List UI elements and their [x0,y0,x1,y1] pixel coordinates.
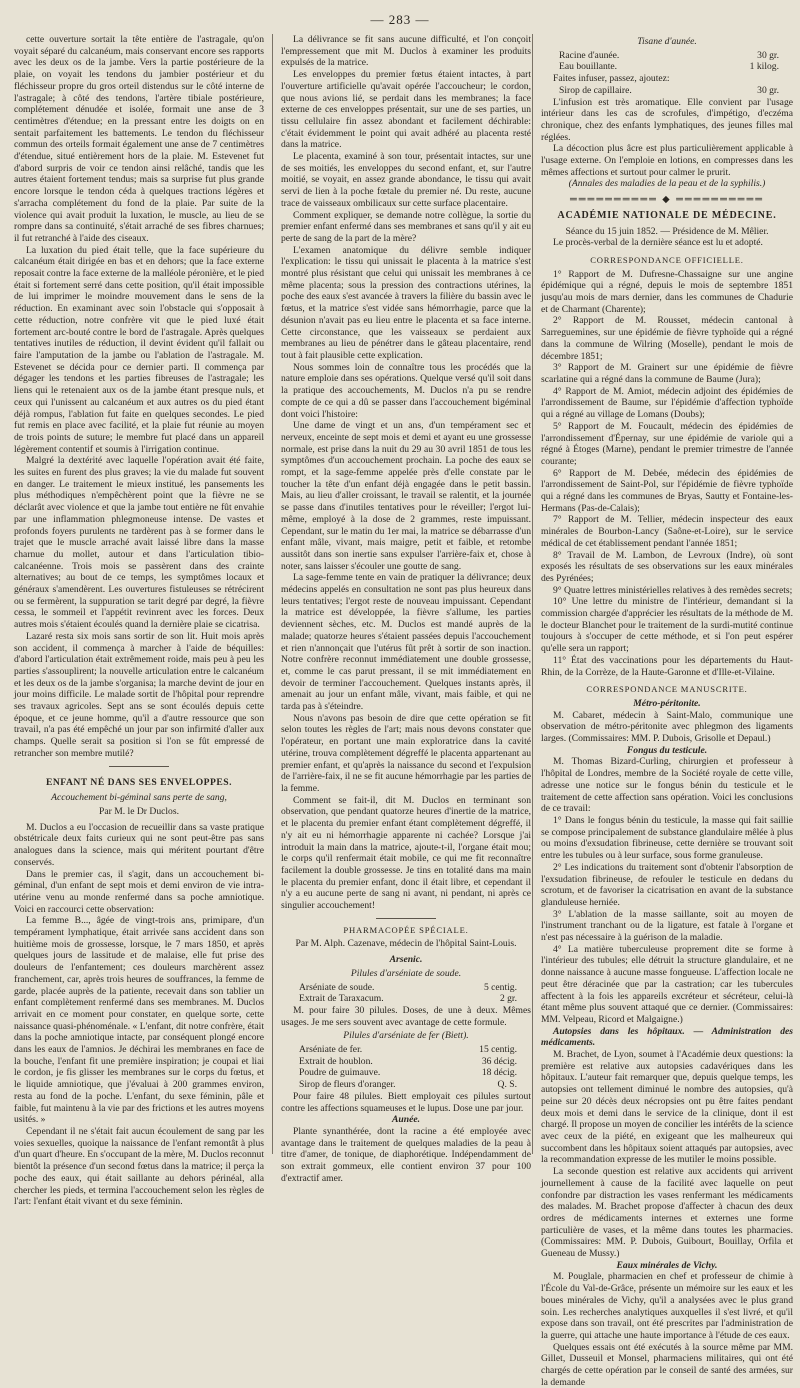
ingredient-qty: 2 gr. [499,993,517,1005]
divider [109,766,169,767]
article-author: Par M. le Dr Duclos. [99,806,179,817]
paragraph: M. Cabaret, médecin à Saint-Malo, communique une observation de métro-péritonite avec phlegmon des ligaments larges. (Commissaires: MM. P. Dubois, Grisolle et Depaul.) [541,709,793,745]
list-item: 10° Une lettre du ministre de l'intérieur, demandant si la commission chargée d'apprécier les résultats de la méthode de M. le docteur Blanchet pour le traitement de la surdi-mutité continue toujours à s'occuper de cette méthode, et si l'on peut espérer qu'elle sera un rapport; [541,596,793,655]
paragraph: Comment expliquer, se demande notre collègue, la sortie du premier enfant enfermé dans ses membranes et sans qu'il y ait eu perte de sang de la part de la mère? [281,209,531,244]
paragraph: Pour faire 48 pilules. Biett employait ces pilules surtout contre les affections squameuses et le lupus. Dose une par jour. [281,1090,531,1114]
paragraph: Nous n'avons pas besoin de dire que cette opération se fit selon toutes les règles de l'art; mais nous devons constater que l'opérateur, en portant une main exploratrice dans la cavité utérine, trouva complètement dégreffé le placenta appartenant au premier enfant, et qu'après la naissance du second et l'expulsion de l'arrière-faix, il ne se fit aucune hémorrhagie par les parties de la femme. [281,712,531,794]
topic-title: Métro-péritonite. [633,697,701,709]
paragraph: Dans le premier cas, il s'agit, dans un accouchement bi-géminal, d'un enfant de sept mois et demi environ de vie intra-utérine venu au monde renfermé dans sa poche amniotique. Voici en raccourci cette observation: [14,868,264,915]
paragraph: La seconde question est relative aux accidents qui arrivent journellement à cause de la facilité avec laquelle on peut confondre par distraction les vases renfermant les médicaments des malades. M. Brachet propose d'affecter à chacun des deux ordres de médicaments internes et externes une forme particulière de vases, et la même dans toutes les pharmacies. (Commissaires: MM. P. Dubois, Guibourt, Bouillay, Orfila et Gueneau de Mussy.) [541,1166,793,1260]
paragraph: 1° Dans le fongus bénin du testicule, la masse qui fait saillie se compose principalement de substance glandulaire mêlée à plus ou moins d'exsudation fibrineuse, cette dernière se trouvant soit entre les tubules ou à leur surface, sous forme granuleuse. [541,815,793,862]
ingredient-qty: Q. S. [497,1079,517,1091]
paragraph: Quelques essais ont été exécutés à la source même par MM. Gillet, Dusseuil et Monsel, pharmaciens militaires, qui ont été chargés de cette opération par le conseil de santé des armées, sur la demande [541,1341,793,1388]
list-item: 9° Quatre lettres ministérielles relatives à des remèdes secrets; [553,584,793,596]
paragraph: La sage-femme tente en vain de pratiquer la délivrance; deux médecins appelés en consultation ne sont pas plus heureux dans leurs tentatives; l'ergot reste de nouveau impuissant. Cependant la matrice est développée, la fièvre s'allume, les parties deviennent sèches, etc. M. Duclos est mandé auprès de la malade; quatorze heures s'étaient passées depuis l'accouchement et rien n'annonçait que l'utérus fût prêt à sortir de son inaction. Notre confrère reconnut immédiatement une double grossesse, et, comme le cas parut pressant, il se mit immédiatement en devoir de terminer l'accouchement. Quelques instants après, il amenait au jour un enfant mâle, vivant, mais faible, et qui ne tarda pas à s'éteindre. [281,572,531,713]
section-author: Par M. Alph. Cazenave, médecin de l'hôpital Saint-Louis. [295,938,517,950]
list-item: 3° Rapport de M. Grainert sur une épidémie de fièvre scarlatine qui a régné dans la commune de Baume (Jura); [541,362,793,385]
source-citation: (Annales des maladies de la peau et de la syphilis.) [568,178,766,190]
column-rule [272,34,273,1154]
paragraph: Les enveloppes du premier fœtus étaient intactes, à part l'ouverture artificielle qu'avait opérée l'accoucheur; le cordon, que nous avions lié, se perdait dans les membranes; la face externe de ces enveloppes présentait, sur une de ses parties, un tissu cellulaire fin assez abondant et facilement déchirable: c'était évidemment le point qui avait adhéré au placenta resté dans la matrice. [281,69,531,151]
recipe-line [541,50,793,62]
paragraph: Plante synanthérée, dont la racine a été employée avec avantage dans le traitement de quelques maladies de la peau à titre d'amer, de tonique, de diaphorétique. Indépendamment de son extrait gommeux, elle contient environ 37 pour 100 d'extractif amer. [281,1125,531,1184]
session-line: Séance du 15 juin 1852. — Présidence de M. Mêlier. [565,225,769,237]
ingredient-name: Extrait de Taraxacum. [299,993,384,1005]
ingredient-name: Poudre de guimauve. [299,1067,381,1079]
paragraph: Comment se fait-il, dit M. Duclos en terminant son observation, que pendant quatorze heures d'inertie de la matrice, et le placenta du premier enfant étant complètement dégreffé, il n'y ait eu ni hémorrhagie apparente ni cachée? Lorsque j'ai introduit la main dans la matrice, ajoute-t-il, l'organe était mou; le corps qu'il renfermait était mobile, ce qui me fit reconnaître facilement la double grossesse. Je tins en totalité dans ma main le placenta du premier enfant, donc il était libre, et cependant il n'y a eu aucune perte de sang ni avant, ni pendant, ni après ce singulier accouchement! [281,794,531,912]
recipe-title: Tisane d'aunée. [637,36,697,47]
paragraph: M. Brachet, de Lyon, soumet à l'Académie deux questions: la première est relative aux autopsies cadavériques dans les hôpitaux. L'auteur fait remarquer que, depuis quelque temps, les autopsies ont tellement diminué le nombre des autopsies, qu'à peine sur 20 décès deux nécropsies ont pu être faites pendant deux mois et demi dans le service de la clinique, dont il est chargé. Il propose un moyen de concilier les intérêts de la science avec ceux de la piété, en exigeant que les malheureux qui succombent dans les hôpitaux soient attaqués par autopsies, avec la recommandation expresse de les mutiler le moins possible. [541,1049,793,1166]
paragraph: Lazaré resta six mois sans sortir de son lit. Huit mois après son accident, il commença à marcher à l'aide de béquilles: d'abord l'articulation était extrêmement roide, mais peu à peu les parties s'assouplirent; la nouvelle articulation entre le calcanéum et les deux os de la jambe s'organisa; la marche devint de jour en jour moins difficile. Le malade sortit de l'hôpital pour reprendre ses travaux agricoles. Sept ans se sont écoulés depuis cette époque, et ce jeune homme, qu'il a d'autre ressource que son travail, n'a pas été empêché un jour par son infirmité d'aller aux champs. Quelle serait sa position si l'on se fût empressé de retrancher son membre mutilé? [14,630,264,759]
list-item: 8° Travail de M. Lambon, de Levroux (Indre), où sont exposés les résultats de ses observations sur les eaux minérales des Pyrénées; [541,549,793,584]
list-item: 7° Rapport de M. Tellier, médecin inspecteur des eaux minérales de Bourbon-Lancy (Saône-et-Loire), sur le service médical de cet établissement pendant l'année 1851; [541,514,793,549]
ingredient-qty: 36 décig. [481,1055,517,1067]
recipe-line [281,982,531,994]
paragraph: Le placenta, examiné à son tour, présentait intactes, sur une de ses moitiés, les enveloppes du second enfant, et, sur l'autre moitié, se voyait, en assez grande abondance, le tissu qui avait servi de lien à la poche fœtale du premier né. Du reste, aucune trace de vaisseaux ombilicaux sur cette surface placentaire. [281,151,531,209]
ingredient-qty: 30 gr. [757,49,779,61]
paragraph: Une dame de vingt et un ans, d'un tempérament sec et nerveux, enceinte de sept mois et demi et ayant eu une grossesse normale, est prise dans la nuit du 29 au 30 avril 1851 de tous les symptômes d'un accouchement prochain. La poche des eaux se rompt, et la sage-femme appelée près d'elle constate par le toucher la tête d'un enfant déjà engagée dans le petit bassin. Mais, au lieu d'aller croissant, le travail se ralentit, et la journée se passe dans d'inutiles tentatives pour le réveiller; l'ergot lui-même, employé à la dose de 2 grammes, reste impuissant. Cependant, sur le matin du 1er mai, la matrice se débarrasse d'un enfant mâle, vivant, mais maigre, petit et faible, et retombe aussitôt dans son inertie sans expulser l'arrière-faix et, chose à noter, sans laisser s'écouler une goutte de sang. [281,420,531,572]
paragraph: La délivrance se fit sans aucune difficulté, et l'on conçoit l'empressement que mit M. Duclos à examiner les produits expulsés de la matrice. [281,34,531,69]
paragraph: 4° La matière tuberculeuse proprement dite se forme à l'intérieur des tubules; elle détruit la structure glandulaire, et ne donne naissance à aucune masse fongueuse. L'affection locale ne peut être déracinée que par la castration; car les tubercules affectent à la fois les appareils excréteur et sécréteur, celui-là étant même plus souvent attaqué que ce dernier. (Commissaires: MM. Velpeau, Ricord et Malgaigne.) [541,943,793,1025]
paragraph: M. Pouglale, pharmacien en chef et professeur de chimie à l'École du Val-de-Grâce, présente un mémoire sur les eaux et les boues minérales de Vichy, qu'il a analysées avec le plus grand soin. Les recherches analytiques auxquelles il s'est livré, et qu'il expose dans son travail, ont été prescrites par l'administration de la guerre, qui attache une haute importance à l'étude de ces eaux. [541,1271,793,1341]
column-right [541,34,793,1388]
ingredient-qty: 18 décig. [481,1067,517,1079]
list-item: 1° Rapport de M. Dufresne-Chassaigne sur une angine épidémique qui a régné, depuis le mois de septembre 1851 jusqu'au mois de mars dernier, dans les communes de Chadurie et de Charmant (Charente); [541,268,793,315]
page-number: — 283 — [370,12,430,27]
recipe-title: Pilules d'arséniate de soude. [350,967,462,979]
paragraph: 3° L'ablation de la masse saillante, soit au moyen de l'instrument tranchant ou de la ligature, est fatale à l'organe et n'est pas nécessaire à la guérison de la maladie. [541,908,793,944]
column-middle [281,34,531,1184]
paragraph: Cependant il ne s'était fait aucun écoulement de sang par les voies sexuelles, quoique la naissance de l'enfant remontât à plus d'un quart d'heure. En s'occupant de la mère, M. Duclos reconnut bientôt la présence d'un second fœtus dans la matrice; il perça la poche des eaux, qui était saillante au dehors périnéal, alla chercher les pieds, et termina l'accouchement selon les règles de l'art: l'enfant était vivant et du sexe féminin. [14,1125,265,1208]
subsection-title: Aunée. [392,1114,420,1126]
ingredient-name: Arséniate de fer. [299,1044,363,1056]
paragraph: L'examen anatomique du délivre semble indiquer l'explication: le tissu qui unissait le placenta à la matrice s'est montré plus résistant que celui qui unissait les membranes à ce même placenta; sous la pression des contractions utérines, la poche des eaux s'est avancée à travers la filière du bassin avec le fœtus, et la matrice s'est vidée sans hémorrhagie, parce que la désunion n'avait pas eu lieu entre le placenta et sa face interne. Cette circonstance, que les vaisseaux se perdaient aux membranes au lieu de pénétrer dans le gâteau placentaire, rend tout à fait plausible cette explication. [281,244,531,361]
recipe-line [541,61,793,73]
paragraph: M. pour faire 30 pilules. Doses, de une à deux. Mêmes usages. Je me sers souvent avec avantage de cette formule. [281,1004,531,1028]
recipe-title: Pilules d'arséniate de fer (Biett). [343,1030,469,1042]
paragraph: La décoction plus âcre est plus particulièrement applicable à l'usage externe. On l'emploie en lotions, en compresses dans les mêmes affections et surtout pour calmer le prurit. [541,143,793,178]
recipe-line [281,1067,531,1079]
list-item: 6° Rapport de M. Debée, médecin des épidémies de l'arrondissement de Saint-Pol, sur l'épidémie de fièvre typhoïde qui a régné dans les communes de Bryas, Sautty et Fontaine-les-Hermans (Pas-de-Calais); [541,467,793,514]
recipe-line [281,1044,531,1056]
ingredient-name: Extrait de houblon. [299,1055,373,1067]
article-title: ENFANT NÉ DANS SES ENVELOPPES. [45,776,233,788]
subsection-heading: CORRESPONDANCE MANUSCRITE. [586,684,748,695]
list-item: 2° Rapport de M. Rousset, médecin cantonal à Sarreguemines, sur une épidémie de fièvre typhoïde qui a régné dans la commune de Wilring (Moselle), pendant le mois de décembre 1851; [541,315,793,362]
topic-title: Autopsies dans les hôpitaux. — Administration des médicaments. [541,1025,793,1049]
recipe-line [281,993,531,1005]
recipe-line [281,1056,531,1068]
ingredient-name: Racine d'aunée. [559,49,620,61]
column-left [14,34,265,1208]
ingredient-name: Arséniate de soude. [299,981,375,993]
paragraph: Malgré la dextérité avec laquelle l'opération avait été faite, les suites en furent des plus graves; la vie du malade fut souvent en danger. Le traitement le mieux institué, les pansements les plus méthodiques n'empêchèrent point que la fièvre ne se déclarât avec violence et que la jambe tout entière ne fût envahie par une inflammation phlegmoneuse intense. De vastes et profonds foyers purulents ne tardèrent pas à se former dans le trajet que le muscle arraché avait laissé libre dans la masse charnue du mollet, autour et dans l'articulation tibio-calcanéenne. Trois mois se passèrent dans des crainte alternatives; au bout de ce temps, les symptômes locaux et généraux s'amendèrent. Les ouvertures fistuleuses se rétrécirent ou se fermèrent, la suppuration se tarit degré par degré, la fièvre cessa, le sommeil et l'appétit revinrent avec les forces. Deux autres mois s'étaient écoulés quand la dernière plaie se cicatrisa. [14,455,264,631]
list-item: 11° État des vaccinations pour les départements du Haut-Rhin, de la Corrèze, de la Haute-Garonne et d'Ille-et-Vilaine. [541,654,793,678]
paragraph: cette ouverture sortait la tête entière de l'astragale, qu'on voyait séparé du calcanéum, mais conservant encore ses rapports avec les deux os de la jambe. Vers la partie postérieure de la plaie, on voyait les tendons du jambier postérieur et du fléchisseur propre du gros orteil distendus sur le côté interne de l'astragale; à côté des tendons, l'artère tibiale postérieure, complétement dénudée et isolée, formait une anse de 3 centimètres d'étendue; en la pressant entre les doigts on en sentait parfaitement les battements. Le tendon du fléchisseur commun des orteils formait également une anse de 7 centimètres d'étendue, situé entièrement hors de la plaie. M. Estevenet fut d'abord surpris de voir ce tendon ainsi relâché, tandis que les autres étaient fortement tendus; mais sa surprise fut plus grande encore lorsque le tendon céda à quelques tractions légères et s'arracha complétement du fond de la plaie. Par suite de la violence qui avait produit la luxation, le muscle, au lieu de se rompre dans sa continuité, s'était arraché de ses fibres charnues; il fut retranché à l'aide des ciseaux. [14,34,264,244]
topic-title: Fongus du testicule. [626,744,708,756]
paragraph: La femme B..., âgée de vingt-trois ans, primipare, d'un tempérament lymphatique, était arrivée sans accident dans son huitième mois de grossesse, lorsque, le 7 mars 1850, et après quelques jours de lassitude et de malaise, elle fut prise des douleurs de l'enfantement; ces douleurs marchèrent assez franchement, car, après trois heures de souffrances, la femme de garde, placée auprès de la patiente, recevait dans son tablier un enfant complètement renfermé dans ses membranes. M. Duclos arrivait en ce moment pour constater, en quelque sorte, cette naissance quasi-phénoménale. « L'enfant, dit notre confrère, était dans la poche amniotique intacte, par conséquent plongé encore dans les eaux de l'amnios. Je déchirai les membranes en face de la bouche, l'enfant fit une première inspiration; je coupai et liai le cordon, je fis glisser les membranes sur le corps du fœtus, et le liquide amniotique, que j'évaluai à 200 grammes environ, resta au fond de la poche. L'enfant, du sexe féminin, pâle et faible, fut maintenu à la vie par des frictions et les autres moyens usités. » [14,915,264,1126]
divider [376,918,436,919]
subsection-title: Arsenic. [389,954,423,966]
ingredient-name: Sirop de fleurs d'oranger. [299,1079,396,1091]
paragraph: M. Thomas Bizard-Curling, chirurgien et professeur à l'hôpital de Londres, membre de la Société royale de cette ville, adresse une notice sur le fongus bénin du testicule et le traitement de cette affection sans opération. Voici les conclusions de ce travail: [541,756,793,815]
ornament-divider: ══════════ ◆ ══════════ [569,194,765,206]
subsection-heading: CORRESPONDANCE OFFICIELLE. [590,254,744,265]
section-heading: ACADÉMIE NATIONALE DE MÉDECINE. [557,209,777,221]
paragraph: L'infusion est très aromatique. Elle convient par l'usage intérieur dans les cas de scrofules, d'impétigo, d'eczéma chronique, chez des enfants lymphatiques, des jeunes filles mal réglées. [541,96,793,143]
ingredient-name: Sirop de capillaire. [559,84,632,96]
column-rule [532,34,533,1154]
ingredient-qty: 5 centig. [483,981,517,993]
topic-title: Eaux minérales de Vichy. [616,1259,718,1271]
recipe-line [541,85,793,97]
recipe-instruction: Faites infuser, passez, ajoutez: [553,73,670,85]
list-item: 5° Rapport de M. Foucault, médecin des épidémies de l'arrondissement d'Épernay, sur une épidémie de variole qui a régné à Étoges (Marne), pendant le premier trimestre de l'année courante; [541,420,793,467]
ingredient-name: Eau bouillante. [559,61,618,73]
paragraph: M. Duclos a eu l'occasion de recueillir dans sa vaste pratique obstétricale deux faits curieux qui ne sont peut-être pas sans analogues dans la science, mais qui méritent pourtant d'être conservés. [14,821,264,868]
article-subtitle: Accouchement bi-géminal sans perte de sang, [51,792,227,804]
section-heading: PHARMACOPÉE SPÉCIALE. [343,924,469,935]
paragraph: 2° Les indications du traitement sont d'obtenir l'absorption de l'exsudation fibrineuse, de refouler le testicule en dedans du scrotum, et de favoriser la cicatrisation en avant de la substance glanduleuse herniée. [541,861,793,908]
paragraph: La luxation du pied était telle, que la face supérieure du calcanéum était dirigée en bas et en dehors; que la face externe reposait contre la face externe de la malléole péronière, et le pied était si fortement serré dans cette position, qu'il était impossible de lui imprimer le moindre mouvement dans le sens de la réduction. En examinant avec soin l'obstacle qui s'opposait à cette réduction, notre confrère vit que le pied luxé était fortement arc-bouté contre le bord de l'astragale. Après quelques tentatives inutiles de réduction, il devint évident qu'il fallait ou faire l'amputation de la jambe ou l'ablation de l'astragale. M. Estevenet se décida pour ce dernier parti. Il commença par dégager les tendons et les parties fibreuses de l'astragale; les liens qui le retenaient aux os de la jambe étant presque nuls, et ceux qui l'unissent au calcanéum et aux autres os du pied étant déjà rompus, l'ablation fut faite en quelques secondes. Le pied fut remis en place avec facilité, et la plaie fut réunie au moyen de trois points de suture; le membre fut placé dans un appareil légèrement contentif et soumis à l'irrigation continue. [14,244,264,455]
list-item: 4° Rapport de M. Amiot, médecin adjoint des épidémies de l'arrondissement de Baume, sur l'épidémie d'affection typhoïde qui a régné au village de Lomans (Doubs); [541,385,793,421]
recipe-line [281,1079,531,1091]
ingredient-qty: 30 gr. [757,84,779,96]
paragraph: Le procès-verbal de la dernière séance est lu et adopté. [553,237,763,249]
ingredient-qty: 15 centig. [479,1044,517,1056]
ingredient-qty: 1 kilog. [749,61,779,73]
paragraph: Nous sommes loin de connaître tous les procédés que la nature emploie dans ses opérations. Quelque versé qu'il soit dans la pratique des accouchements, M. Duclos n'a pu se rendre compte de ce qui a dû se passer dans l'accouchement bigéminal dont voici l'histoire: [281,361,531,420]
